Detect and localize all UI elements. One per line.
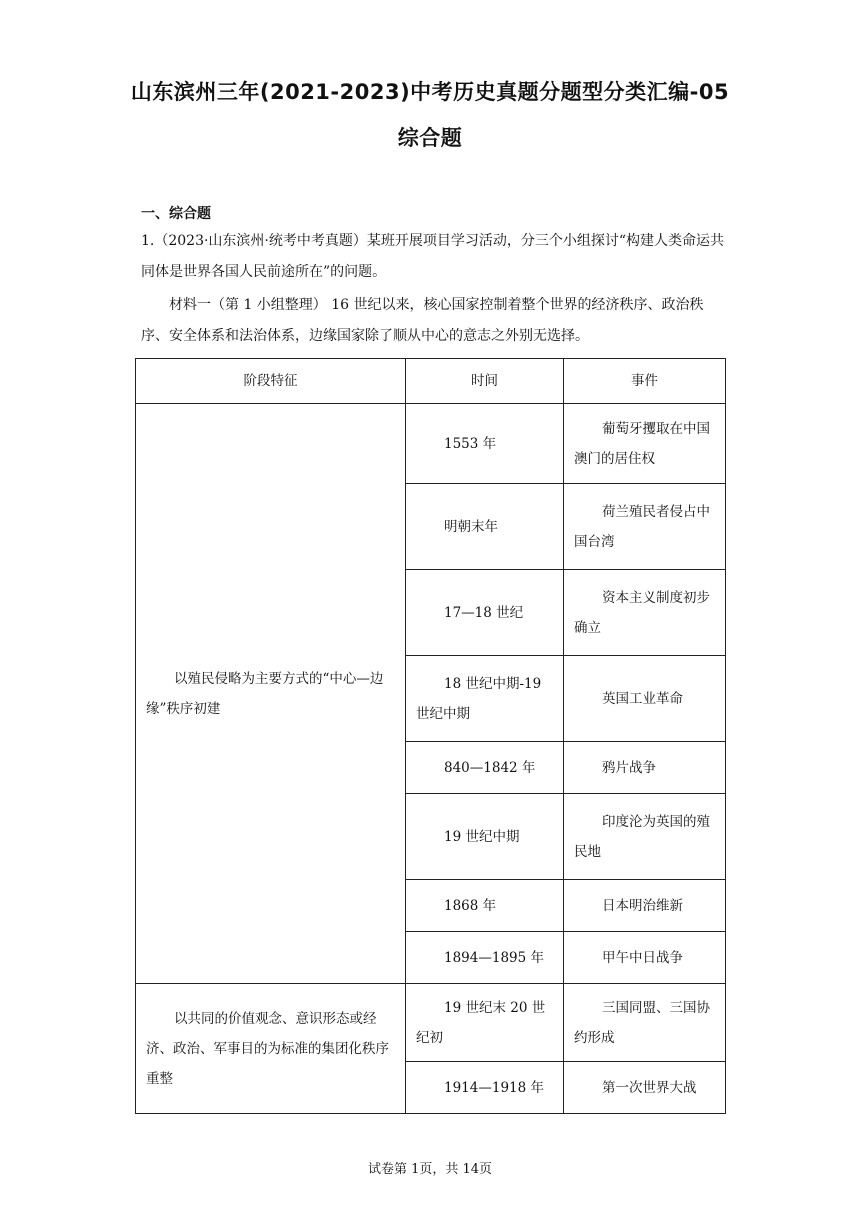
header-stage: 阶段特征 [136,359,406,404]
header-event: 事件 [564,359,726,404]
event-cell: 葡萄牙攫取在中国澳门的居住权 [564,404,726,484]
history-events-table [135,358,726,1114]
question-text: 1.（2023·山东滨州·统考中考真题）某班开展项目学习活动，分三个小组探讨“构建人类命运共同体是世界各国人民前途所在”的问题。 [141,233,725,280]
table-header-row [136,359,726,404]
event-cell: 第一次世界大战 [564,1062,726,1114]
table-row [136,404,726,484]
table-row [136,984,726,1062]
time-cell: 18 世纪中期-19 世纪中期 [406,656,564,742]
time-cell: 明朝末年 [406,484,564,570]
material-one-text: 材料一（第 1 小组整理） 16 世纪以来，核心国家控制着整个世界的经济秩序、政治秩序、安全体系和法治体系，边缘国家除了顺从中心的意志之外别无选择。 [141,297,704,344]
time-cell: 840—1842 年 [406,742,564,794]
event-cell: 三国同盟、三国协约形成 [564,984,726,1062]
header-time: 时间 [406,359,564,404]
time-cell: 17—18 世纪 [406,570,564,656]
document-title-line-1: 山东滨州三年(2021-2023)中考历史真题分题型分类汇编-05 [130,80,730,104]
document-title-line-2: 综合题 [397,126,463,150]
event-cell: 英国工业革命 [564,656,726,742]
time-cell: 1868 年 [406,880,564,932]
time-cell: 1914—1918 年 [406,1062,564,1114]
event-cell: 荷兰殖民者侵占中国台湾 [564,484,726,570]
stage-cell-2: 以共同的价值观念、意识形态或经济、政治、军事目的为标准的集团化秩序重整 [136,984,406,1114]
time-cell: 19 世纪中期 [406,794,564,880]
event-cell: 甲午中日战争 [564,932,726,984]
stage-cell-1: 以殖民侵略为主要方式的“中心—边缘”秩序初建 [136,404,406,984]
page-footer: 试卷第 1页，共 14页 [367,1162,493,1177]
time-cell: 1894—1895 年 [406,932,564,984]
time-cell: 19 世纪末 20 世纪初 [406,984,564,1062]
time-cell: 1553 年 [406,404,564,484]
section-heading: 一、综合题 [141,206,211,222]
event-cell: 日本明治维新 [564,880,726,932]
event-cell: 鸦片战争 [564,742,726,794]
event-cell: 印度沦为英国的殖民地 [564,794,726,880]
event-cell: 资本主义制度初步确立 [564,570,726,656]
